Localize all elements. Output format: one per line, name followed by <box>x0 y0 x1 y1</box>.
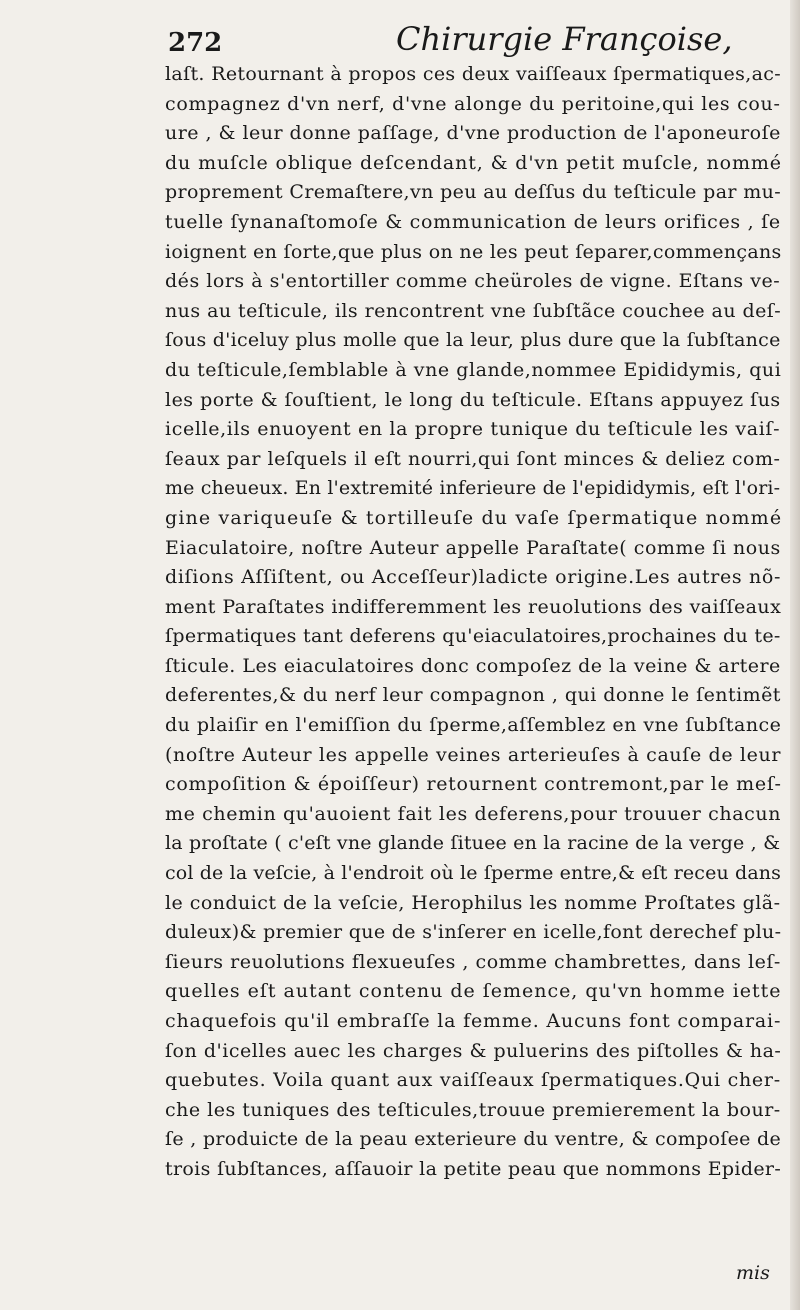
text-line: icelle,ils enuoyent en la propre tunique du teſticule les vaiſ- <box>165 418 781 441</box>
text-line: du plaiſir en l'emiſſion du ſperme,aſſemblez en vne ſubſtance <box>165 714 782 737</box>
page-header <box>168 14 733 64</box>
text-line: chaquefois qu'il embraſſe la femme. Aucuns font comparai- <box>165 1010 782 1032</box>
text-line: laſt. Retournant à propos ces deux vaiſſeaux ſpermatiques,ac- <box>165 63 781 85</box>
text-line: deferentes,& du nerf leur compagnon , qui donne le ſentimẽt <box>165 684 781 707</box>
text-line: ſous d'iceluy plus molle que la leur, plus dure que la ſubſtance <box>165 329 781 352</box>
text-line: compoſition & époiſſeur) retournent contremont,par le meſ- <box>165 773 782 796</box>
text-line: ment Paraſtates indifferemment les reuolutions des vaiſſeaux <box>165 595 782 618</box>
text-line: les porte & ſouſtient, le long du teſticule. Eſtans appuyez ſus <box>165 388 781 411</box>
text-line: dés lors à s'entortiller comme cheüroles de vigne. Eſtans ve- <box>165 270 781 293</box>
text-line: me cheueux. En l'extremité inferieure de l'epididymis, eſt l'ori- <box>165 477 781 500</box>
text-line: proprement Cremaſtere,vn peu au deſſus du teſticule par mu- <box>165 181 782 204</box>
text-line: quebutes. Voila quant aux vaiſſeaux ſpermatiques.Qui cher- <box>165 1069 781 1092</box>
text-line: ſticule. Les eiaculatoires donc compoſez de la veine & artere <box>165 654 781 677</box>
text-line: ure , & leur donne paſſage, d'vne production de l'aponeuroſe <box>165 122 781 145</box>
text-line: quelles eſt autant contenu de ſemence, qu'vn homme iette <box>165 980 782 1003</box>
text-line: (noſtre Auteur les appelle veines arterieuſes à cauſe de leur <box>165 743 782 766</box>
running-title: Chirurgie Françoise, <box>396 20 733 58</box>
text-line: du teſticule,ſemblable à vne glande,nommee Epididymis, qui <box>165 358 782 381</box>
text-line: col de la veſcie, à l'endroit où le ſperme entre,& eſt receu dans <box>165 862 782 885</box>
text-line: duleux)& premier que de s'inſerer en icelle,font derechef plu- <box>165 921 782 944</box>
text-line: ſeaux par leſquels il eſt nourri,qui ſont minces & deliez com- <box>165 447 781 470</box>
catchword: mis <box>736 1262 770 1284</box>
text-line: diſions Aſſiſtent, ou Acceſſeur)ladicte origine.Les autres nõ- <box>165 566 782 589</box>
text-line: ſpermatiques tant deferens qu'eiaculatoires,prochaines du te- <box>165 625 781 648</box>
text-line: che les tuniques des teſticules,trouue premierement la bour- <box>165 1098 781 1121</box>
text-line: me chemin qu'auoient fait les deferens,pour trouuer chacun <box>165 802 782 825</box>
text-line: du muſcle oblique deſcendant, & d'vn petit muſcle, nommé <box>165 151 782 174</box>
text-line: ioignent en ſorte,que plus on ne les peut ſeparer,commençans <box>165 240 782 263</box>
text-line: trois ſubſtances, aſſauoir la petite peau que nommons Epider- <box>165 1157 782 1180</box>
text-line: gine variqueuſe & tortilleuſe du vaſe ſpermatique nommé <box>165 506 783 529</box>
body-text <box>165 60 791 1185</box>
page-edge <box>790 0 800 1310</box>
text-line: Eiaculatoire, noſtre Auteur appelle Paraſtate( comme ſi nous <box>165 536 781 559</box>
page-number: 272 <box>168 28 223 58</box>
text-line: le conduict de la veſcie, Herophilus les nomme Proſtates glã- <box>165 891 781 914</box>
text-line: ſon d'icelles auec les charges & puluerins des piſtolles & ha- <box>165 1039 782 1062</box>
text-line: la proſtate ( c'eſt vne glande ſituee en la racine de la verge , & <box>165 832 781 855</box>
text-line: ſe , produicte de la peau exterieure du ventre, & compoſee de <box>165 1128 782 1151</box>
text-line: nus au teſticule, ils rencontrent vne ſubſtãce couchee au deſ- <box>165 299 782 322</box>
text-line: compagnez d'vn nerf, d'vne alonge du peritoine,qui les cou- <box>165 92 781 115</box>
text-line: tuelle ſynanaſtomoſe & communication de leurs orifices , ſe <box>165 210 781 233</box>
text-line: ſieurs reuolutions flexueuſes , comme chambrettes, dans leſ- <box>165 950 781 973</box>
